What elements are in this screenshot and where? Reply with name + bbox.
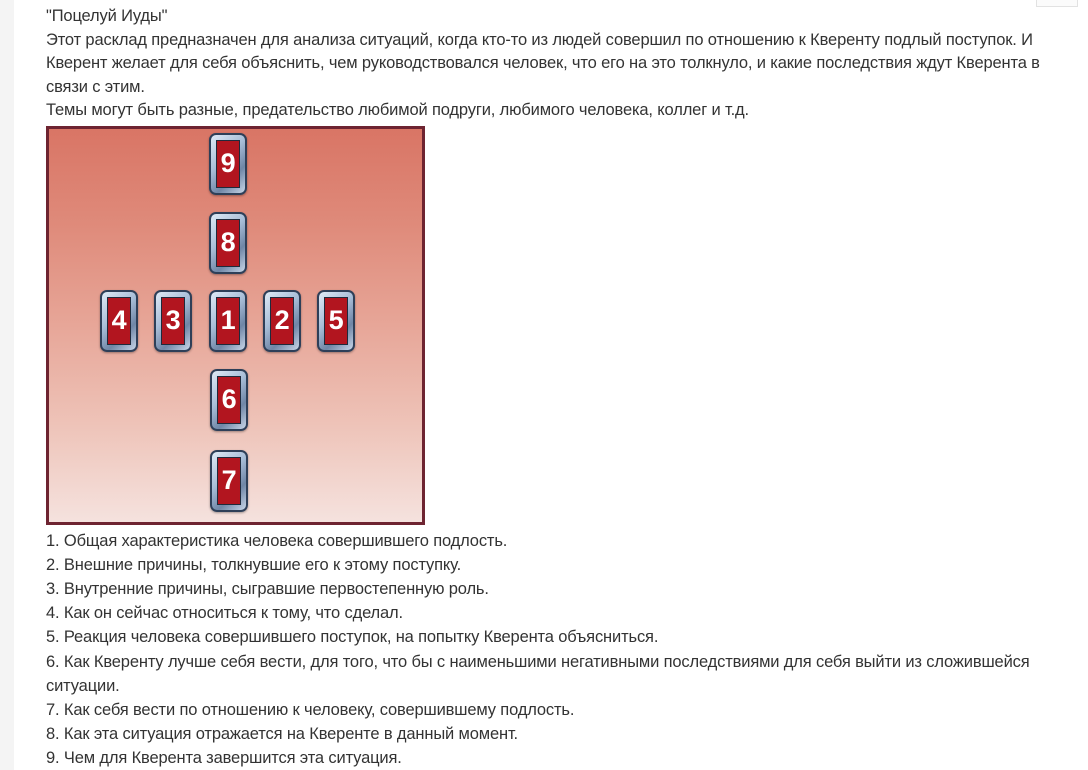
- card-number: 9: [216, 140, 240, 188]
- card-position-1: [209, 290, 247, 352]
- card-position-2: [263, 290, 301, 352]
- position-meanings-list: [46, 529, 1081, 770]
- list-item: 2. Внешние причины, толкнувшие его к этому поступку.: [46, 555, 462, 574]
- list-item: 3. Внутренние причины, сыгравшие первостепенную роль.: [46, 579, 489, 598]
- card-number: 1: [216, 297, 240, 345]
- card-position-3: [154, 290, 192, 352]
- tarot-spread-image: [46, 126, 425, 525]
- card-position-9: [209, 133, 247, 195]
- list-item: 9. Чем для Кверента завершится эта ситуация.: [46, 749, 402, 768]
- card-number: 6: [217, 376, 241, 424]
- card-position-4: [100, 290, 138, 352]
- card-position-7: [210, 450, 248, 512]
- card-position-5: [317, 290, 355, 352]
- list-item: 6. Как Кверенту лучше себя вести, для того, что бы с наименьшими негативными последствиями для себя выйти из сложившейся ситуации.: [46, 652, 1030, 695]
- post-content: [46, 5, 1081, 770]
- card-position-6: [210, 369, 248, 431]
- card-number: 2: [270, 297, 294, 345]
- post-intro: Этот расклад предназначен для анализа ситуаций, когда кто-то из людей совершил по отношению к Кверенту подлый поступок. И Кверент желает для себя объяснить, чем руководствовался человек, что его на это толкнуло, и какие последствия ждут Кверента в связи с этим.: [46, 30, 1040, 96]
- post-title: "Поцелуй Иуды": [46, 7, 168, 25]
- card-number: 3: [161, 297, 185, 345]
- list-item: 5. Реакция человека совершившего поступок, на попытку Кверента объясниться.: [46, 628, 659, 647]
- left-margin-strip: [0, 0, 14, 770]
- list-item: 4. Как он сейчас относиться к тому, что сделал.: [46, 604, 403, 623]
- card-number: 7: [217, 457, 241, 505]
- card-position-8: [209, 212, 247, 274]
- card-number: 4: [107, 297, 131, 345]
- post-themes: Темы могут быть разные, предательство любимой подруги, любимого человека, коллег и т.д.: [46, 101, 749, 119]
- card-number: 5: [324, 297, 348, 345]
- card-number: 8: [216, 219, 240, 267]
- list-item: 8. Как эта ситуация отражается на Кверенте в данный момент.: [46, 725, 518, 744]
- list-item: 1. Общая характеристика человека совершившего подлость.: [46, 531, 508, 550]
- list-item: 7. Как себя вести по отношению к человеку, совершившему подлость.: [46, 700, 575, 719]
